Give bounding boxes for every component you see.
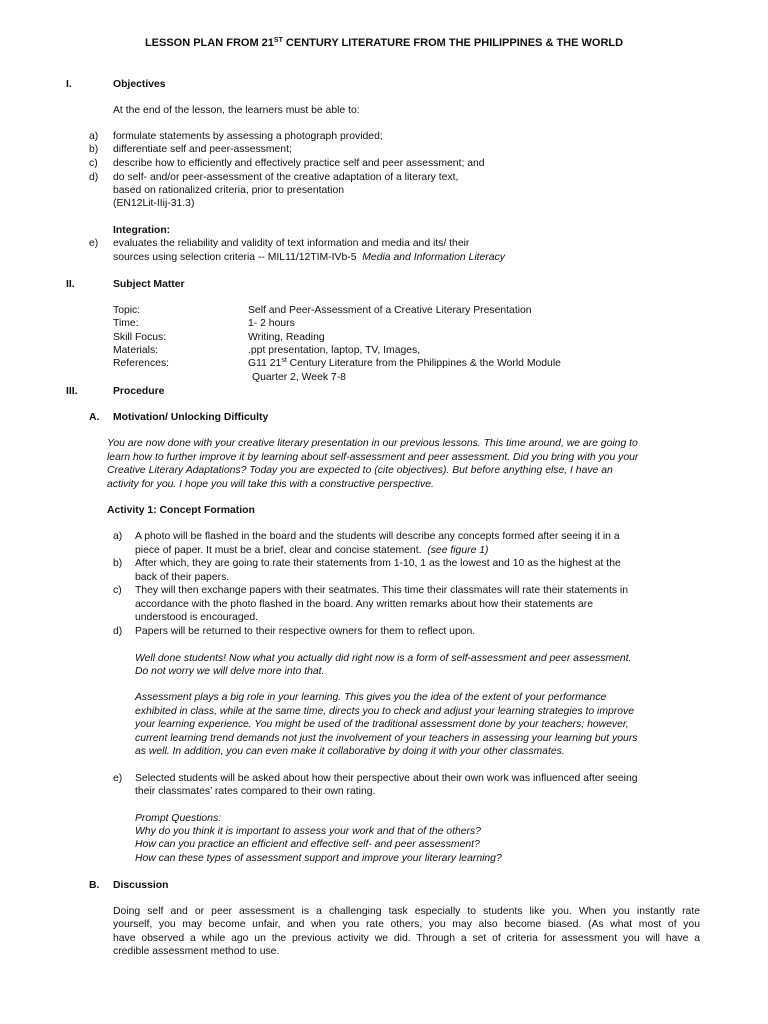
objective-marker: a) <box>89 131 99 142</box>
activity-heading: Activity 1: Concept Formation <box>107 505 255 516</box>
activity-item-line: After which, they are going to rate their statements from 1-10, 1 as the lowest and 10 as the highest at the <box>135 558 621 569</box>
section-number-subject-matter: II. <box>66 279 75 290</box>
title-text: LESSON PLAN FROM 21 <box>144 37 274 49</box>
subsection-letter-discussion: B. <box>89 880 100 891</box>
integration-line <box>113 251 505 264</box>
section-heading-objectives: Objectives <box>113 79 166 90</box>
motivation-paragraph-line: You are now done with your creative literary presentation in our previous lessons. This time around, we are going to <box>107 438 638 449</box>
prompt-question: How can these types of assessment support and improve your literary learning? <box>135 853 502 864</box>
assessment-paragraph-line: as well. In addition, you can even make it collaborative by doing it with your other classmates. <box>135 746 565 757</box>
activity-item-line: accordance with the photo flashed in the board. Any written remarks about how their statements are <box>135 599 594 610</box>
objective-item: formulate statements by assessing a photograph provided; <box>113 131 383 142</box>
section-heading-subject-matter: Subject Matter <box>113 279 185 290</box>
integration-marker: e) <box>89 238 99 249</box>
section-number-procedure: III. <box>66 386 78 397</box>
activity-item-line: understood is encouraged. <box>135 612 259 623</box>
activity-marker: b) <box>113 558 123 569</box>
subject-value: 1- 2 hours <box>248 318 295 329</box>
discussion-paragraph-line: credible assessment method to use. <box>113 946 280 957</box>
integration-line-text: sources using selection criteria -- MIL11/12TIM-IVb-5 <box>113 252 357 263</box>
subject-label: Materials: <box>113 345 159 356</box>
objective-item-continued: based on rationalized criteria, prior to presentation <box>113 185 345 196</box>
motivation-paragraph-line: learn how to further improve it by learning about self-assessment and peer assessment. Did you bring with you your <box>107 452 639 463</box>
prompt-question: How can you practice an efficient and effective self- and peer assessment? <box>135 839 480 850</box>
motivation-paragraph-line: activity for you. I hope you will take this with a constructive perspective. <box>107 479 434 490</box>
motivation-paragraph-line: Creative Literary Adaptations? Today you are expected to (cite objectives). But before anything else, I have an <box>107 465 613 476</box>
subject-value-references-line2: Quarter 2, Week 7-8 <box>252 372 346 383</box>
objective-marker: c) <box>89 158 98 169</box>
prompt-questions-label: Prompt Questions: <box>135 813 222 824</box>
subject-value: .ppt presentation, laptop, TV, Images, <box>248 345 421 356</box>
activity-item-line: A photo will be flashed in the board and the students will describe any concepts formed after seeing it in a <box>135 531 620 542</box>
objective-item: do self- and/or peer-assessment of the creative adaptation of a literary text, <box>113 172 459 183</box>
discussion-paragraph-line: have observed a while ago un the previous activity we did. Through a set of criteria for assessment you will have a <box>113 933 700 944</box>
objective-item: describe how to efficiently and effectively practice self and peer assessment; and <box>113 158 485 169</box>
assessment-paragraph-line: exhibited in class, while at the same time, directs you to check and adjust your learning strategies to improve <box>135 706 634 717</box>
subsection-letter-motivation: A. <box>89 412 100 423</box>
subsection-heading-motivation: Motivation/ Unlocking Difficulty <box>113 412 269 423</box>
objective-marker: b) <box>89 144 99 155</box>
integration-subject: Media and Information Literacy <box>362 252 505 263</box>
well-done-line: Well done students! Now what you actually did right now is a form of self-assessment and peer assessment. <box>135 653 632 664</box>
activity-item-line <box>135 544 488 557</box>
assessment-paragraph-line: Assessment plays a big role in your learning. This gives you the idea of the extent of your performance <box>135 692 607 703</box>
discussion-paragraph-line: Doing self and or peer assessment is a challenging task especially to students like you. When you instantly rate <box>113 906 700 917</box>
prompt-question: Why do you think it is important to assess your work and that of the others? <box>135 826 481 837</box>
discussion-paragraph-line: yourself, you may become unfair, and when you rate others, you may also become biased. (As what most of you <box>113 919 700 930</box>
objective-item-code: (EN12Lit-IIij-31.3) <box>113 198 195 209</box>
subject-value-references <box>248 357 561 370</box>
assessment-paragraph-line: your learning experience. You might be used of the traditional assessment done by your teachers; however, <box>135 719 629 730</box>
activity-item-line: Papers will be returned to their respective owners for them to reflect upon. <box>135 626 476 637</box>
subject-label: Time: <box>113 318 139 329</box>
subject-label: Skill Focus: <box>113 332 167 343</box>
activity-item-line: They will then exchange papers with their seatmates. This time their classmates will rate their statements in <box>135 585 628 596</box>
subsection-heading-discussion: Discussion <box>113 880 169 891</box>
integration-line: evaluates the reliability and validity of text information and media and its/ their <box>113 238 470 249</box>
activity-marker: e) <box>113 773 123 784</box>
reference-text-rest: Century Literature from the Philippines & the World Module <box>286 358 561 369</box>
activity-item-line: Selected students will be asked about how their perspective about their own work was influenced after seeing <box>135 773 638 784</box>
activity-item-line: their classmates’ rates compared to their own rating. <box>135 786 376 797</box>
integration-heading: Integration: <box>113 225 171 236</box>
objectives-intro: At the end of the lesson, the learners must be able to: <box>113 105 360 116</box>
title-text-rest: CENTURY LITERATURE FROM THE PHILIPPINES & THE WORLD <box>282 37 624 49</box>
subject-value: Self and Peer-Assessment of a Creative Literary Presentation <box>248 305 532 316</box>
subject-label: Topic: <box>113 305 141 316</box>
objective-marker: d) <box>89 172 99 183</box>
section-number-objectives: I. <box>66 79 72 90</box>
section-heading-procedure: Procedure <box>113 386 165 397</box>
page-title <box>0 37 768 50</box>
figure-reference: (see figure 1) <box>427 545 489 556</box>
activity-marker: d) <box>113 626 123 637</box>
subject-label: References: <box>113 358 170 369</box>
activity-marker: c) <box>113 585 122 596</box>
activity-marker: a) <box>113 531 123 542</box>
activity-item-text: piece of paper. It must be a brief, clear and concise statement. <box>135 545 422 556</box>
well-done-line: Do not worry we will delve more into that. <box>135 666 325 677</box>
activity-item-line: back of their papers. <box>135 572 230 583</box>
subject-value: Writing, Reading <box>248 332 325 343</box>
title-superscript: ST <box>273 37 283 44</box>
objective-item: differentiate self and peer-assessment; <box>113 144 292 155</box>
assessment-paragraph-line: current learning trend demands not just the involvement of your teachers in assessing your learning but yours <box>135 733 638 744</box>
reference-text: G11 21 <box>248 358 282 369</box>
reference-superscript: st <box>281 357 287 364</box>
